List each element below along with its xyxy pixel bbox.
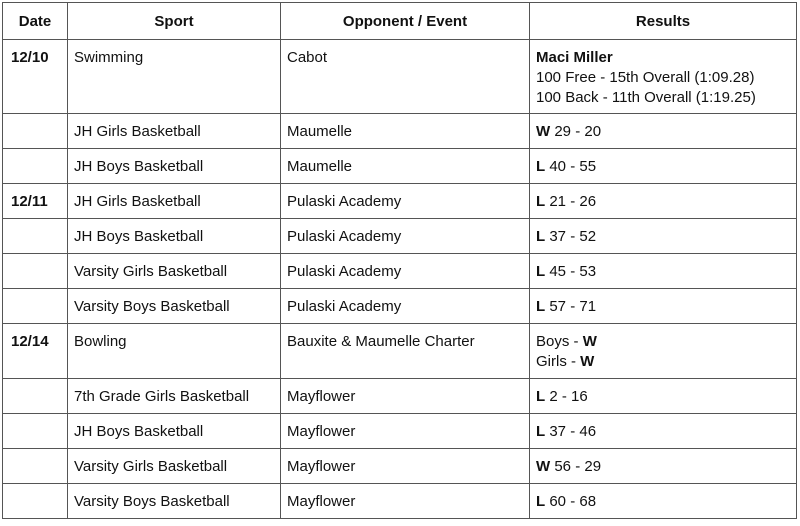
cell-sport: Bowling bbox=[68, 324, 281, 379]
result-score: 2 - 16 bbox=[549, 388, 588, 405]
result-score: 37 - 46 bbox=[549, 423, 597, 440]
result-score: 21 - 26 bbox=[549, 193, 597, 210]
cell-result bbox=[530, 324, 797, 379]
cell-sport: Varsity Girls Basketball bbox=[68, 254, 281, 289]
result-wl: L bbox=[536, 423, 546, 440]
cell-date: 12/10 bbox=[3, 40, 68, 114]
table-row bbox=[3, 254, 797, 289]
table-row bbox=[3, 149, 797, 184]
table-row bbox=[3, 324, 797, 379]
results-table bbox=[2, 2, 797, 519]
result-wl: L bbox=[536, 193, 546, 210]
result-athlete: Maci Miller bbox=[536, 49, 613, 66]
result-wl: L bbox=[536, 493, 546, 510]
result-wl: L bbox=[536, 298, 546, 315]
cell-date bbox=[3, 484, 68, 519]
header-results: Results bbox=[530, 3, 797, 40]
cell-result bbox=[530, 289, 797, 324]
cell-opponent: Mayflower bbox=[281, 484, 530, 519]
result-wl: W bbox=[536, 123, 551, 140]
cell-date: 12/11 bbox=[3, 184, 68, 219]
cell-date bbox=[3, 254, 68, 289]
cell-opponent: Pulaski Academy bbox=[281, 219, 530, 254]
cell-sport: Swimming bbox=[68, 40, 281, 114]
cell-result bbox=[530, 219, 797, 254]
result-wl: L bbox=[536, 158, 546, 175]
cell-date bbox=[3, 149, 68, 184]
cell-sport: JH Boys Basketball bbox=[68, 219, 281, 254]
result-score: 57 - 71 bbox=[549, 298, 597, 315]
cell-opponent: Maumelle bbox=[281, 149, 530, 184]
cell-result bbox=[530, 40, 797, 114]
result-wl: L bbox=[536, 388, 546, 405]
result-score: 29 - 20 bbox=[554, 123, 602, 140]
cell-opponent: Mayflower bbox=[281, 414, 530, 449]
result-score: 45 - 53 bbox=[549, 263, 597, 280]
result-score: 40 - 55 bbox=[549, 158, 597, 175]
cell-result bbox=[530, 149, 797, 184]
header-sport: Sport bbox=[68, 3, 281, 40]
cell-date bbox=[3, 449, 68, 484]
table-row bbox=[3, 219, 797, 254]
cell-sport: JH Boys Basketball bbox=[68, 414, 281, 449]
cell-date bbox=[3, 114, 68, 149]
cell-sport: 7th Grade Girls Basketball bbox=[68, 379, 281, 414]
cell-opponent: Pulaski Academy bbox=[281, 254, 530, 289]
result-line bbox=[536, 352, 790, 372]
cell-result bbox=[530, 484, 797, 519]
cell-result bbox=[530, 114, 797, 149]
cell-sport: Varsity Boys Basketball bbox=[68, 484, 281, 519]
header-row bbox=[3, 3, 797, 40]
result-wl: W bbox=[582, 333, 597, 350]
cell-opponent: Pulaski Academy bbox=[281, 289, 530, 324]
table-row bbox=[3, 289, 797, 324]
cell-sport: JH Girls Basketball bbox=[68, 114, 281, 149]
header-date: Date bbox=[3, 3, 68, 40]
result-label: Boys - bbox=[536, 333, 583, 350]
cell-opponent: Mayflower bbox=[281, 379, 530, 414]
table-row bbox=[3, 449, 797, 484]
result-wl: W bbox=[580, 353, 595, 370]
table-row bbox=[3, 379, 797, 414]
result-line: 100 Back - 11th Overall (1:19.25) bbox=[536, 89, 756, 106]
cell-result bbox=[530, 414, 797, 449]
table-row bbox=[3, 40, 797, 114]
cell-sport: JH Girls Basketball bbox=[68, 184, 281, 219]
cell-result bbox=[530, 379, 797, 414]
cell-date bbox=[3, 289, 68, 324]
result-line bbox=[536, 332, 790, 352]
result-wl: W bbox=[536, 458, 551, 475]
cell-sport: JH Boys Basketball bbox=[68, 149, 281, 184]
cell-opponent: Mayflower bbox=[281, 449, 530, 484]
cell-result bbox=[530, 254, 797, 289]
result-wl: L bbox=[536, 228, 546, 245]
result-wl: L bbox=[536, 263, 546, 280]
cell-date bbox=[3, 219, 68, 254]
table-row bbox=[3, 114, 797, 149]
result-label: Girls - bbox=[536, 353, 581, 370]
table-row bbox=[3, 484, 797, 519]
cell-result bbox=[530, 449, 797, 484]
cell-sport: Varsity Girls Basketball bbox=[68, 449, 281, 484]
header-opponent: Opponent / Event bbox=[281, 3, 530, 40]
result-score: 37 - 52 bbox=[549, 228, 597, 245]
cell-date bbox=[3, 379, 68, 414]
result-line: 100 Free - 15th Overall (1:09.28) bbox=[536, 69, 755, 86]
cell-date bbox=[3, 414, 68, 449]
result-score: 56 - 29 bbox=[554, 458, 602, 475]
result-score: 60 - 68 bbox=[549, 493, 597, 510]
cell-sport: Varsity Boys Basketball bbox=[68, 289, 281, 324]
cell-result bbox=[530, 184, 797, 219]
cell-opponent: Cabot bbox=[281, 40, 530, 114]
cell-opponent: Pulaski Academy bbox=[281, 184, 530, 219]
cell-opponent: Maumelle bbox=[281, 114, 530, 149]
table-row bbox=[3, 414, 797, 449]
cell-date: 12/14 bbox=[3, 324, 68, 379]
cell-opponent: Bauxite & Maumelle Charter bbox=[281, 324, 530, 379]
table-row bbox=[3, 184, 797, 219]
